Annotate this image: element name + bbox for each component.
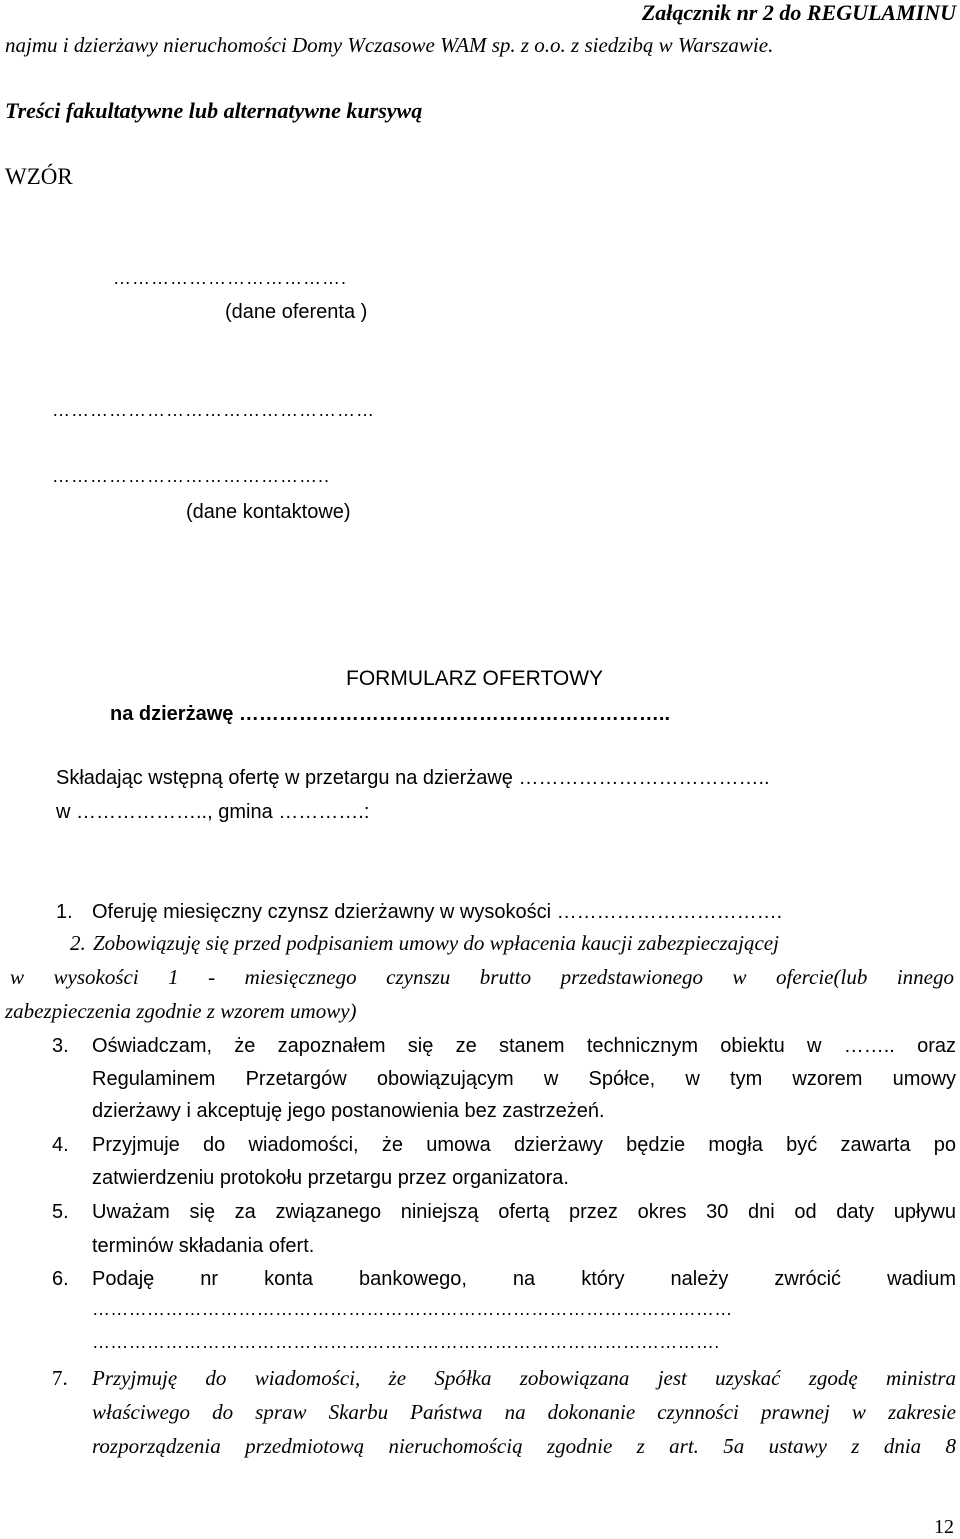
item-2-number: 2. [70,931,86,955]
item-7-line-3: rozporządzenia przedmiotową nieruchomością zgodnie z art. 5a ustawy z dnia 8 [92,1434,956,1458]
template-label: WZÓR [5,164,73,189]
item-7-line-2: właściwego do spraw Skarbu Państwa na dokonanie czynności prawnej w zakresie [92,1400,956,1424]
kontakt-label: (dane kontaktowe) [186,501,351,523]
item-3-line-2: Regulaminem Przetargów obowiązującym w Spółce, w tym wzorem umowy [92,1068,956,1090]
item-1-text: Oferuję miesięczny czynsz dzierżawny w wysokości ……………………………. [92,901,783,923]
item-4-line-1: Przyjmuje do wiadomości, że umowa dzierżawy będzie mogła być zawarta po [92,1134,956,1156]
item-4-number: 4. [52,1134,69,1156]
optional-note: Treści fakultatywne lub alternatywne kursywą [5,98,423,123]
intro-line-2: w ……………….., gmina ………….: [56,801,370,823]
item-3-line-3: dzierżawy i akceptuję jego postanowienia bez zastrzeżeń. [92,1100,605,1122]
item-4-line-2: zatwierdzeniu protokołu przetargu przez organizatora. [92,1167,569,1189]
kontakt-dots-2: …………………………………….. [52,466,331,486]
item-6-number: 6. [52,1268,69,1290]
form-title: FORMULARZ OFERTOWY [346,667,604,690]
page-number: 12 [934,1516,954,1538]
item-7-number: 7. [52,1366,68,1390]
oferent-dots: ………………………………. [113,268,348,288]
attachment-title: Załącznik nr 2 do REGULAMINU [641,0,956,25]
item-5-line-2: terminów składania ofert. [92,1235,315,1257]
item-2-line-2: w wysokości 1 - miesięcznego czynszu brutto przedstawionego w ofercie(lub innego [10,965,954,989]
item-6-line-2: …………………………………………………………………………………………… [92,1299,733,1319]
item-6-line-1: Podaję nr konta bankowego, na który należy zwrócić wadium [92,1268,956,1290]
item-7-line-1: Przyjmuję do wiadomości, że Spółka zobowiązana jest uzyskać zgodę ministra [92,1366,956,1390]
item-2-line-3: zabezpieczenia zgodnie z wzorem umowy) [5,999,357,1023]
intro-line-1: Składając wstępną ofertę w przetargu na dzierżawę ……………………………….. [56,767,770,789]
oferent-label: (dane oferenta ) [225,301,368,323]
item-5-number: 5. [52,1201,69,1223]
attachment-subtitle: najmu i dzierżawy nieruchomości Domy Wczasowe WAM sp. z o.o. z siedzibą w Warszawie. [5,33,774,57]
item-6-line-3: …………………………………………………………………………………………. [92,1332,720,1352]
kontakt-dots-1: …………………………………………… [52,400,375,420]
item-3-line-1: Oświadczam, że zapoznałem się ze stanem technicznym obiektu w …….. oraz [92,1035,956,1057]
item-1-number: 1. [56,901,73,923]
form-subject: na dzierżawę ……………………………………………………….. [110,703,671,725]
item-3-number: 3. [52,1035,69,1057]
item-5-line-1: Uważam się za związanego niniejszą ofertą przez okres 30 dni od daty upływu [92,1201,956,1223]
item-2-line-1: Zobowiązuję się przed podpisaniem umowy do wpłacenia kaucji zabezpieczającej [93,931,779,955]
